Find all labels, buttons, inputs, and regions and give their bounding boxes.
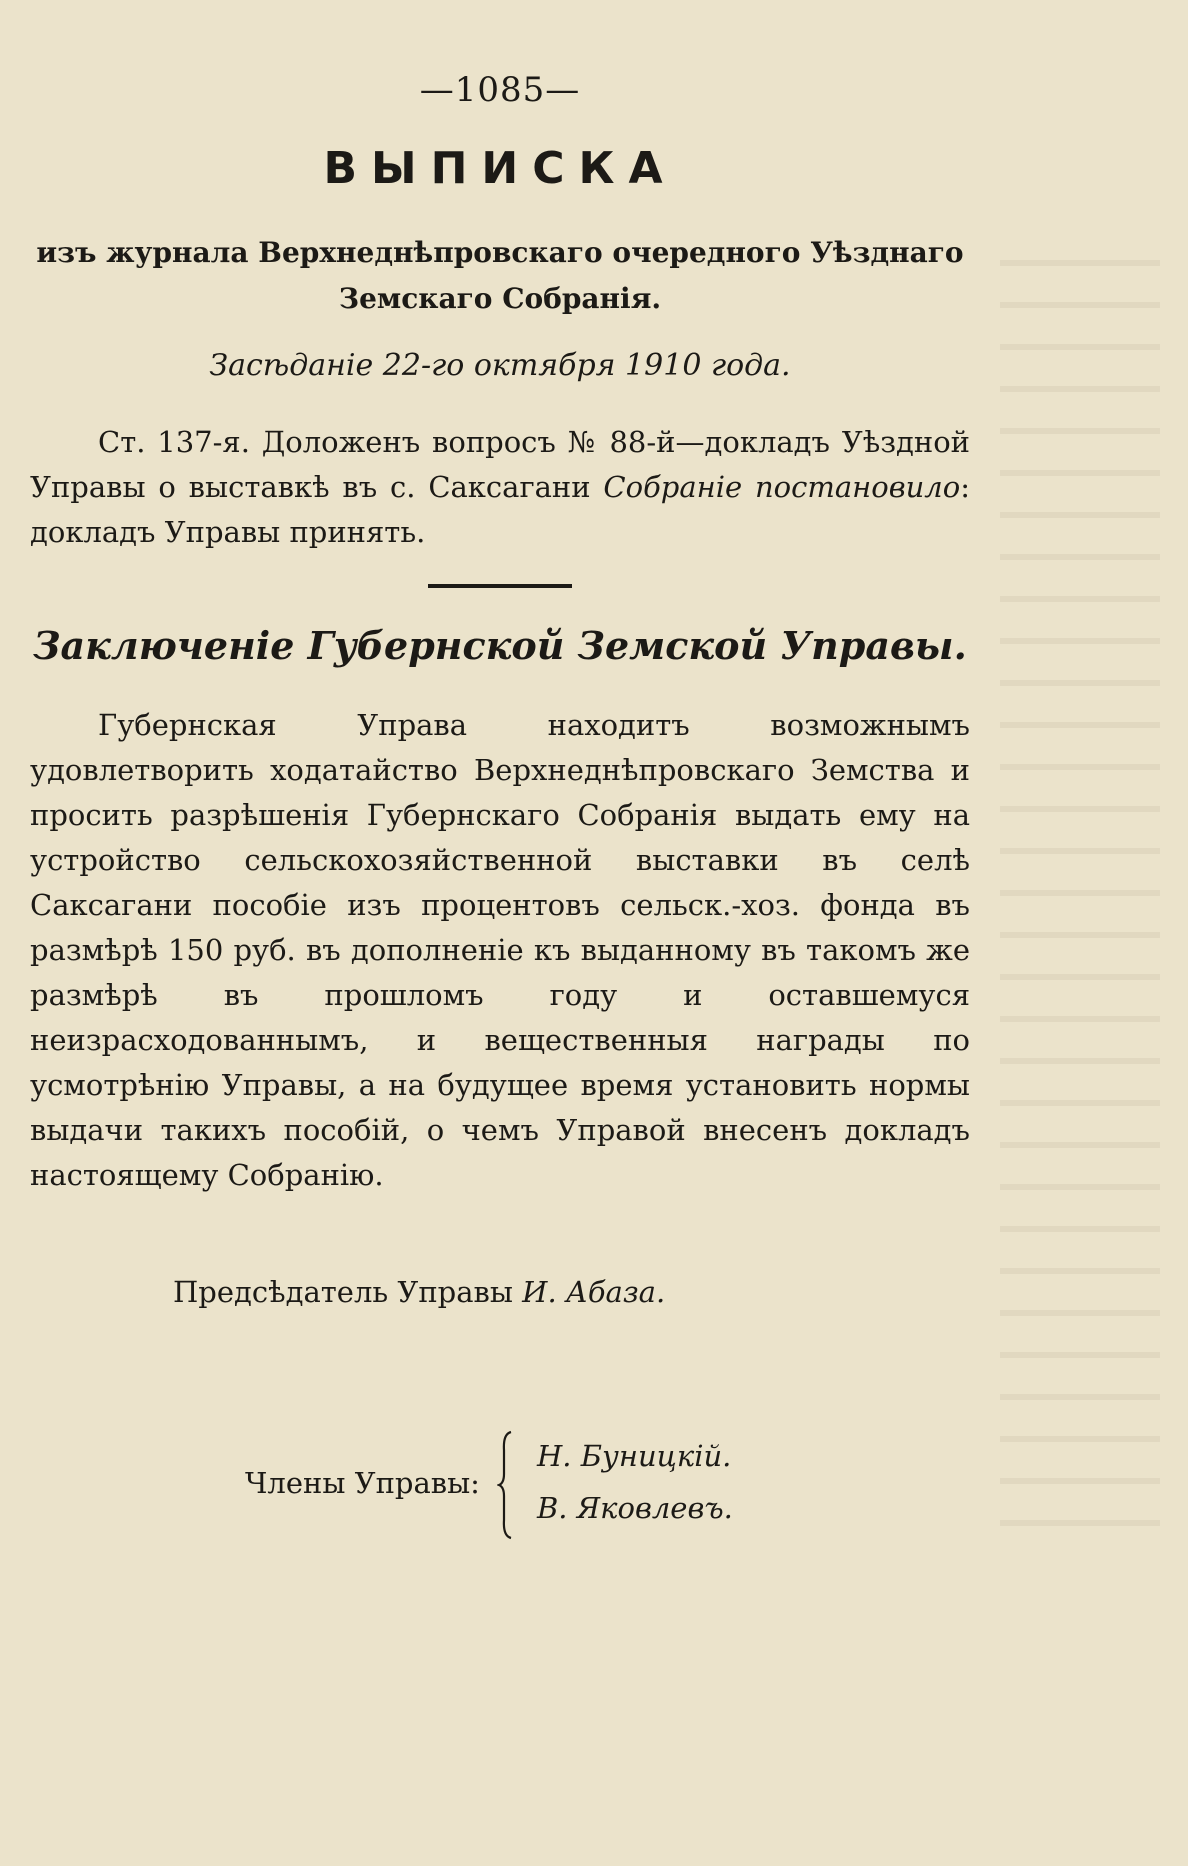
resolution-text: Ст. 137-я. Доложенъ вопросъ № 88-й—докладъ Уѣздной Управы о выставкѣ въ с. Саксагани [30, 425, 970, 504]
subtitle-line-1: изъ журнала Верхнеднѣпровскаго очередного Уѣзднаго [36, 236, 964, 269]
subtitle-line-2: Земскаго Собранія. [338, 282, 662, 315]
members-names [537, 1430, 733, 1534]
chairman-label: Предсѣдатель Управы [173, 1275, 523, 1309]
resolution-tail: : докладъ Управы принять. [30, 470, 970, 549]
section-divider [428, 584, 572, 588]
conclusion-paragraph [30, 703, 970, 1198]
page-number: —1085— [419, 70, 581, 110]
member-name: В. Яковлевъ. [537, 1491, 733, 1525]
members-signature [245, 1430, 805, 1540]
section-heading: Заключеніе Губернской Земской Управы. [33, 623, 967, 668]
document-title: ВЫПИСКА [323, 143, 677, 194]
chairman-signature [173, 1275, 665, 1309]
document-page [30, 0, 970, 1866]
members-label: Члены Управы: [245, 1466, 480, 1500]
chairman-name: И. Абаза. [522, 1275, 666, 1309]
resolution-emphasis: Собраніе постановило [603, 470, 961, 504]
bleed-through-shadow [1000, 260, 1160, 1560]
conclusion-text: Губернская Управа находитъ возможнымъ удовлетворить ходатайство Верхнеднѣпровскаго Земства и просить разрѣшенія Губернскаго Собранія выдать ему на устройство сельскохозяйственной выставки въ селѣ Саксагани пособіе изъ процентовъ сельск.-хоз. фонда въ размѣрѣ 150 руб. въ дополненіе къ выданному въ такомъ же размѣрѣ въ прошломъ году и оставшемуся неизрасходованнымъ, и вещественныя награды по усмотрѣнію Управы, а на будущее время установить нормы выдачи такихъ пособій, о чемъ Управой внесенъ докладъ настоящему Собранію. [30, 708, 970, 1192]
resolution-paragraph [30, 420, 970, 555]
session-date: Засѣданіе 22-го октября 1910 года. [209, 348, 791, 383]
curly-brace-icon [497, 1430, 515, 1540]
member-name: Н. Буницкій. [537, 1439, 732, 1473]
document-subtitle [30, 230, 970, 322]
